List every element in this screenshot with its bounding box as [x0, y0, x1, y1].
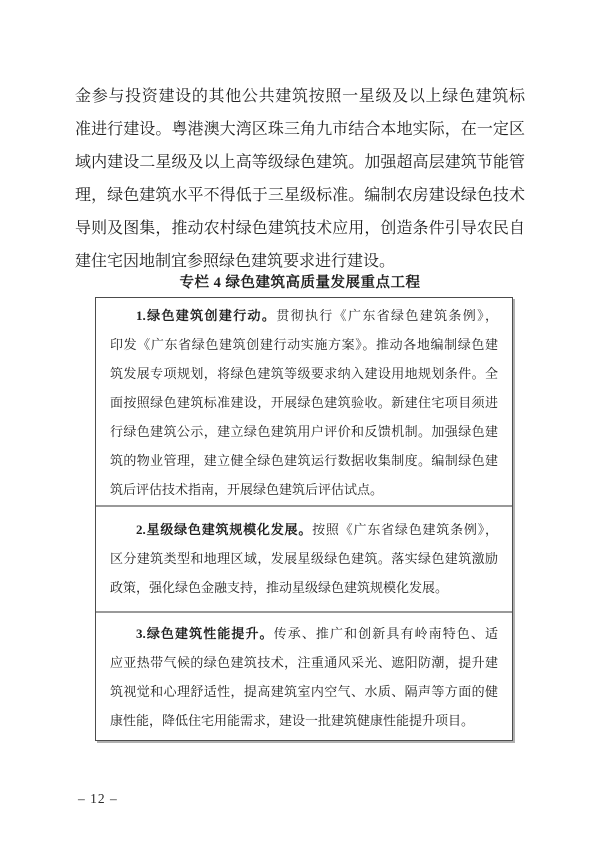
box-text-line: 筑发展专项规划，将绿色建筑等级要求纳入建设用地规划条件。全: [110, 366, 498, 381]
body-paragraph: [75, 80, 525, 278]
box-section-green-building-creation: [96, 298, 512, 505]
box-text-line: 康性能，降低住宅用能需求，建设一批建筑健康性能提升项目。: [110, 713, 475, 728]
box-section-lead-bold: 3.绿色建筑性能提升。: [136, 626, 274, 641]
box-title: 专栏 4 绿色建筑高质量发展重点工程: [179, 275, 421, 291]
body-text-line: 金参与投资建设的其他公共建筑按照一星级及以上绿色建筑标: [75, 88, 525, 105]
box-text-line: 筑后评估技术指南，开展绿色建筑后评估试点。: [110, 482, 384, 497]
box-section-lead-line: [110, 515, 498, 544]
box-section-lead-bold: 1.绿色建筑创建行动。: [136, 308, 277, 323]
highlight-box: [95, 297, 513, 741]
box-text-line: 应亚热带气候的绿色建筑技术，注重通风采光、遮阳防潮，提升建: [110, 655, 498, 670]
box-text-line: 面按照绿色建筑标准建设，开展绿色建筑验收。新建住宅项目须进: [110, 395, 498, 410]
box-text-line: 行绿色建筑公示，建立绿色建筑用户评价和反馈机制。加强绿色建: [110, 424, 498, 439]
box-text-line: 筑的物业管理，建立健全绿色建筑运行数据收集制度。编制绿色建: [110, 453, 498, 468]
box-text-line: 印发《广东省绿色建筑创建行动实施方案》。推动各地编制绿色建: [110, 337, 498, 352]
box-section-lead-rest: 按照《广东省绿色建筑条例》，: [312, 522, 498, 537]
box-section-performance-improvement: [96, 611, 512, 740]
box-section-lead-line: [110, 619, 498, 648]
box-text-line: 区分建筑类型和地理区域，发展星级绿色建筑。落实绿色建筑激励: [110, 551, 498, 566]
body-text-line: 域内建设二星级及以上高等级绿色建筑。加强超高层建筑节能管: [75, 154, 525, 171]
body-text-line: 导则及图集，推动农村绿色建筑技术应用，创造条件引导农民自: [75, 220, 525, 237]
box-section-lead-line: [110, 301, 498, 330]
body-text-line: 理，绿色建筑水平不得低于三星级标准。编制农房建设绿色技术: [75, 187, 525, 204]
box-section-lead-rest: 贯彻执行《广东省绿色建筑条例》，: [276, 308, 498, 323]
page-number: – 12 –: [78, 791, 118, 806]
box-section-star-rated-scale-development: [96, 505, 512, 611]
box-text-line: 政策，强化绿色金融支持，推动星级绿色建筑规模化发展。: [110, 580, 449, 595]
box-text-line: 筑视觉和心理舒适性，提高建筑室内空气、水质、隔声等方面的健: [110, 684, 498, 699]
body-text-line: 准进行建设。粤港澳大湾区珠三角九市结合本地实际，在一定区: [75, 121, 525, 138]
body-text-line: 建住宅因地制宜参照绿色建筑要求进行建设。: [75, 253, 396, 270]
box-section-lead-rest: 传承、推广和创新具有岭南特色、适: [273, 626, 498, 641]
box-section-lead-bold: 2.星级绿色建筑规模化发展。: [136, 522, 313, 537]
